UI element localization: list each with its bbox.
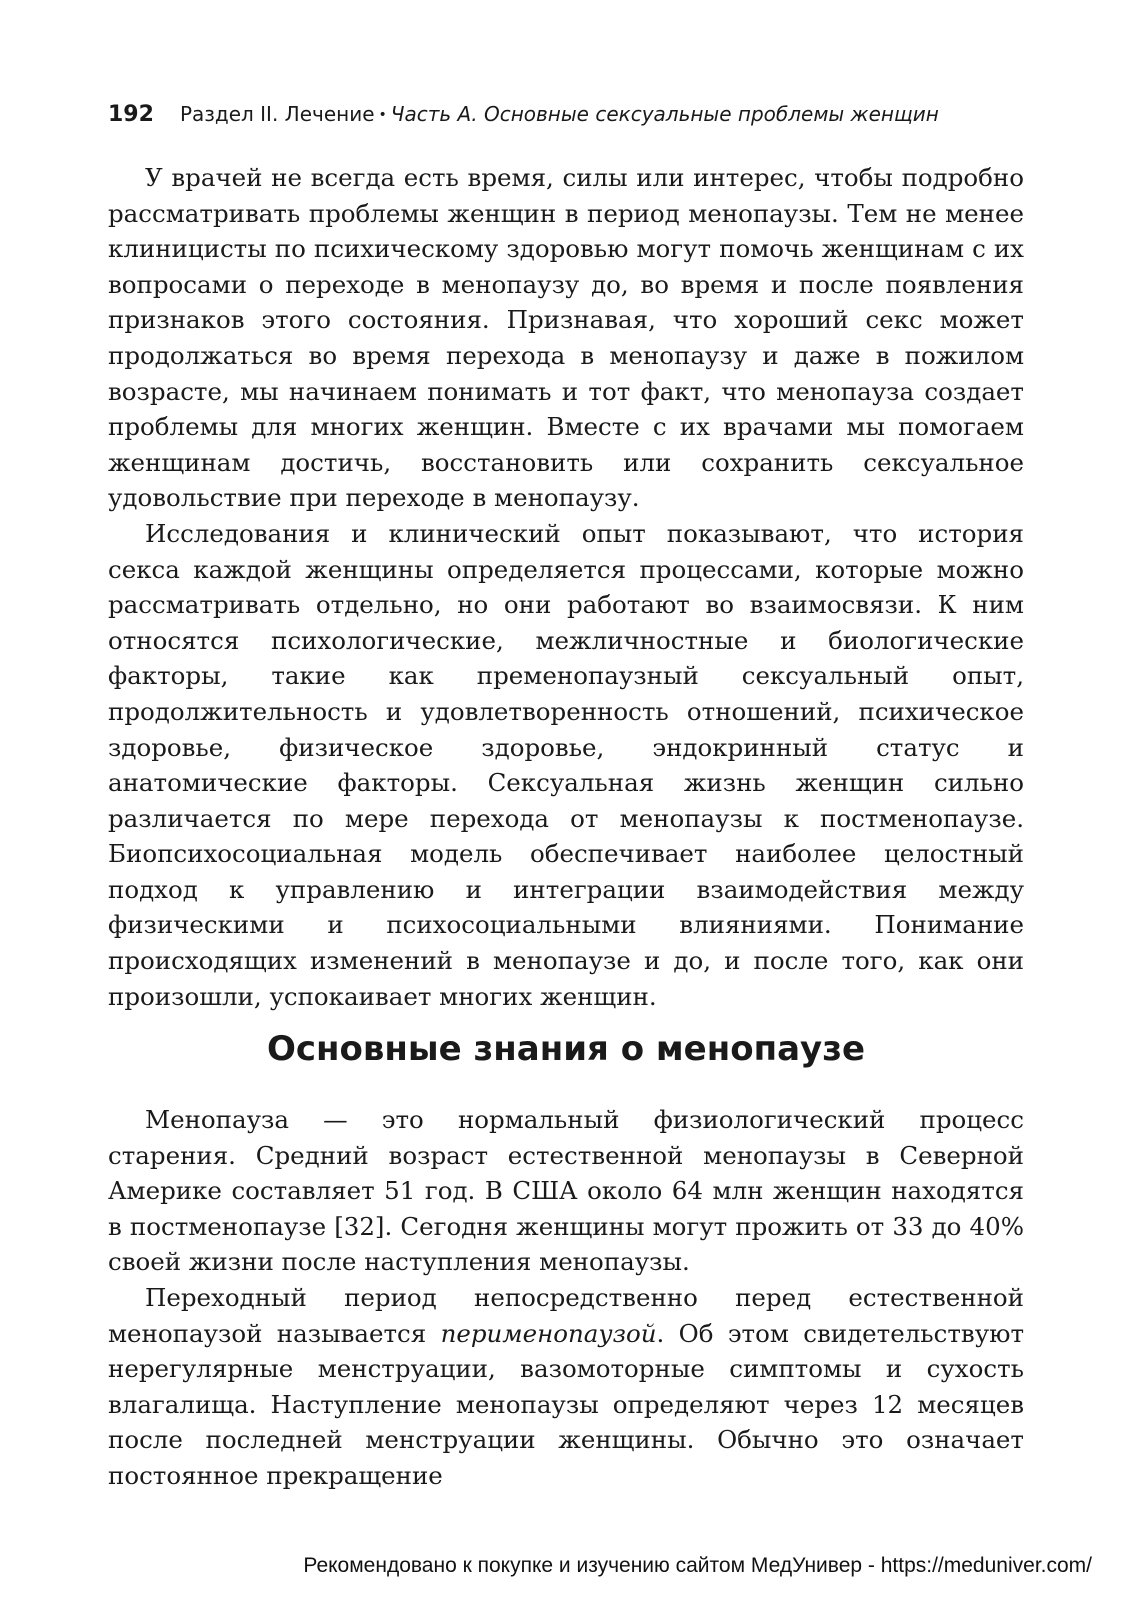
paragraph-text: Переходный период непосредственно перед естественной менопаузой называется <box>108 1282 1024 1348</box>
paragraph: Исследования и клинический опыт показывают, что история секса каждой женщины определяется процессами, которые можно рассматривать отдельно, но они работают во взаимосвязи. К ним относятся психологические, межличностные и биологические факторы, такие как пременопаузный сексуальный опыт, продолжительность и удовлетворенность отношений, психическое здоровье, физическое здоровье, эндокринный статус и анатомические факторы. Сексуальная жизнь женщин сильно различается по мере перехода от менопаузы к постменопаузе. Биопсихосоциальная модель обеспечивает наиболее целостный подход к управлению и интеграции взаимодействия между физическими и психосоциальными влияниями. Понимание происходящих изменений в менопаузе и до, и после того, как они произошли, успокаивает многих женщин. <box>108 518 1024 1011</box>
paragraph <box>108 1280 1024 1494</box>
text-block-intro <box>108 160 1024 1014</box>
text-block-menopause-basics <box>108 1102 1024 1494</box>
page-number: 192 <box>108 102 154 127</box>
italic-term: перименопаузой <box>440 1318 657 1348</box>
paragraph: У врачей не всегда есть время, силы или интерес, чтобы подробно рассматривать проблемы женщин в период менопаузы. Тем не менее клиницисты по психическому здоровью могут помочь женщинам с их вопросами о переходе в менопаузу до, во время и после появления признаков этого состояния. Признавая, что хороший секс может продолжаться во время перехода в менопаузу и даже в пожилом возрасте, мы начинаем понимать и тот факт, что менопауза создает проблемы для многих женщин. Вместе с их врачами мы помогаем женщинам достичь, восстановить или сохранить сексуальное удовольствие при переходе в менопаузу. <box>108 163 1024 513</box>
section-heading: Основные знания о менопаузе <box>266 1029 866 1069</box>
paragraph: Менопауза — это нормальный физиологический процесс старения. Средний возраст естественной менопаузы в Северной Америке составляет 51 год. В США около 64 млн женщин находятся в постменопаузе [32]. Сегодня женщины могут прожить от 33 до 40% своей жизни после наступления менопаузы. <box>108 1105 1024 1277</box>
bullet-separator-icon: • <box>378 107 387 123</box>
footer-watermark: Рекомендовано к покупке и изучению сайтом МедУнивер - https://meduniver.com/ <box>303 1554 1092 1577</box>
section-title: Раздел II. Лечение <box>179 102 375 126</box>
paragraph-text: . Об этом свидетельствуют нерегулярные менструации, вазомоторные симптомы и сухость влагалища. Наступление менопаузы определяют через 12 месяцев после последней менструации женщины. Обычно это означает постоянное прекращение <box>108 1318 1024 1490</box>
part-title: Часть А. Основные сексуальные проблемы женщин <box>390 102 939 126</box>
running-head <box>108 100 1028 131</box>
